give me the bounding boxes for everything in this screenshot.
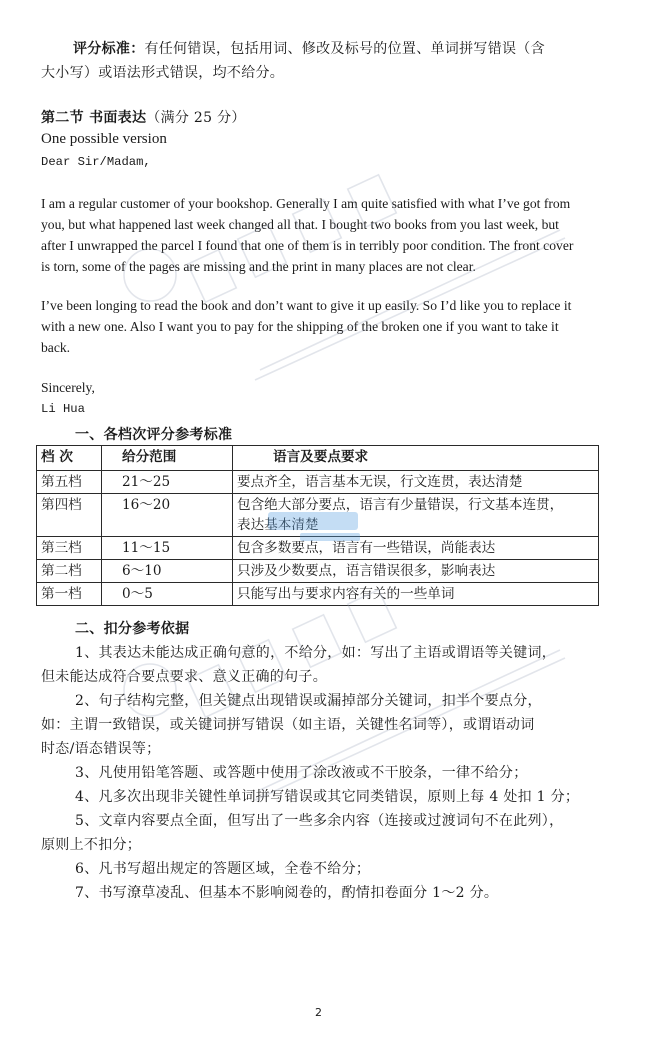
letter-p1-line: you, but what happened last week changed all that. I bought two books from you last week, but bbox=[41, 217, 559, 232]
letter-p1-line: after I unwrapped the parcel I found that one of them is in terribly poor condition. The front cover bbox=[41, 238, 574, 253]
range-cell: 16～20 bbox=[102, 494, 233, 537]
deduction-line: 7、书写潦草凌乱、但基本不影响阅卷的，酌情扣卷面分 1～2 分。 bbox=[75, 885, 499, 901]
deduction-line: 5、文章内容要点全面，但写出了一些多余内容（连接或过渡词句不在此列）， bbox=[75, 813, 564, 829]
rubric-table bbox=[36, 445, 599, 606]
header-grade: 档 次 bbox=[37, 446, 102, 471]
grade-cell: 第四档 bbox=[37, 494, 102, 537]
deductions-heading: 二、扣分参考依据 bbox=[75, 621, 190, 637]
grade-cell: 第五档 bbox=[37, 471, 102, 494]
range-cell: 11～15 bbox=[102, 537, 233, 560]
letter-p2-line: with a new one. Also I want you to pay for the shipping of the broken one if you want to take it bbox=[41, 319, 559, 334]
letter-p2-line: I’ve been longing to read the book and don’t want to give it up easily. So I’d like you to replace it bbox=[41, 298, 572, 313]
range-cell: 0～5 bbox=[102, 583, 233, 606]
header-requirements: 语言及要点要求 bbox=[233, 446, 599, 471]
version-label: One possible version bbox=[41, 131, 167, 147]
deduction-line: 如：主谓一致错误，或关键词拼写错误（如主语，关键性名词等），或谓语动词 bbox=[41, 717, 535, 733]
table-row bbox=[37, 471, 599, 494]
rubric-heading: 一、各档次评分参考标准 bbox=[75, 427, 233, 443]
grade-cell: 第三档 bbox=[37, 537, 102, 560]
table-row bbox=[37, 560, 599, 583]
grading-note-line-1: 评分标准：有任何错误，包括用词、修改及标号的位置、单词拼写错误（含 bbox=[73, 41, 545, 57]
letter-p2-line: back. bbox=[41, 340, 71, 355]
grade-cell: 第二档 bbox=[37, 560, 102, 583]
letter-signature: Li Hua bbox=[41, 402, 85, 416]
desc-cell: 要点齐全，语言基本无误，行文连贯，表达清楚 bbox=[233, 471, 599, 494]
deduction-line: 原则上不扣分； bbox=[41, 837, 142, 853]
deduction-line: 1、其表达未能达成正确句意的，不给分，如：写出了主语或谓语等关键词， bbox=[75, 645, 557, 661]
desc-cell bbox=[233, 494, 599, 537]
rubric-header-row bbox=[37, 446, 599, 471]
desc-line: 包含绝大部分要点，语言有少量错误，行文基本连贯， bbox=[237, 497, 564, 513]
letter-closing: Sincerely, bbox=[41, 380, 95, 395]
desc-cell: 只涉及少数要点，语言错误很多，影响表达 bbox=[233, 560, 599, 583]
grade-cell: 第一档 bbox=[37, 583, 102, 606]
desc-cell: 包含多数要点，语言有一些错误，尚能表达 bbox=[233, 537, 599, 560]
deduction-line: 但未能达成符合要点要求、意义正确的句子。 bbox=[41, 669, 327, 685]
letter-salutation: Dear Sir/Madam, bbox=[41, 155, 151, 169]
grading-note-label: 评分标准： bbox=[73, 41, 145, 57]
letter-p1-line: is torn, some of the pages are missing and the print in many places are not clear. bbox=[41, 259, 476, 274]
table-row bbox=[37, 494, 599, 537]
range-cell: 21～25 bbox=[102, 471, 233, 494]
deduction-line: 3、凡使用铅笔答题、或答题中使用了涂改液或不干胶条，一律不给分； bbox=[75, 765, 528, 781]
page-number: 2 bbox=[315, 1006, 322, 1019]
desc-cell: 只能写出与要求内容有关的一些单词 bbox=[233, 583, 599, 606]
table-row bbox=[37, 583, 599, 606]
deduction-line: 6、凡书写超出规定的答题区域，全卷不给分； bbox=[75, 861, 371, 877]
range-cell: 6～10 bbox=[102, 560, 233, 583]
header-range: 给分范围 bbox=[102, 446, 233, 471]
grading-note-line-2: 大小写）或语法形式错误，均不给分。 bbox=[41, 65, 285, 81]
table-row bbox=[37, 537, 599, 560]
deduction-line: 4、凡多次出现非关键性单词拼写错误或其它同类错误，原则上每 4 处扣 1 分； bbox=[75, 789, 580, 805]
letter-p1-line: I am a regular customer of your bookshop. Generally I am quite satisfied with what I’ve got from bbox=[41, 196, 571, 211]
desc-line: 表达基本清楚 bbox=[237, 517, 319, 533]
deduction-line: 2、句子结构完整，但关键点出现错误或漏掉部分关键词，扣半个要点分， bbox=[75, 693, 542, 709]
section-title: 第二节 书面表达（满分 25 分） bbox=[41, 110, 246, 126]
deduction-line: 时态/语态错误等； bbox=[41, 741, 161, 757]
